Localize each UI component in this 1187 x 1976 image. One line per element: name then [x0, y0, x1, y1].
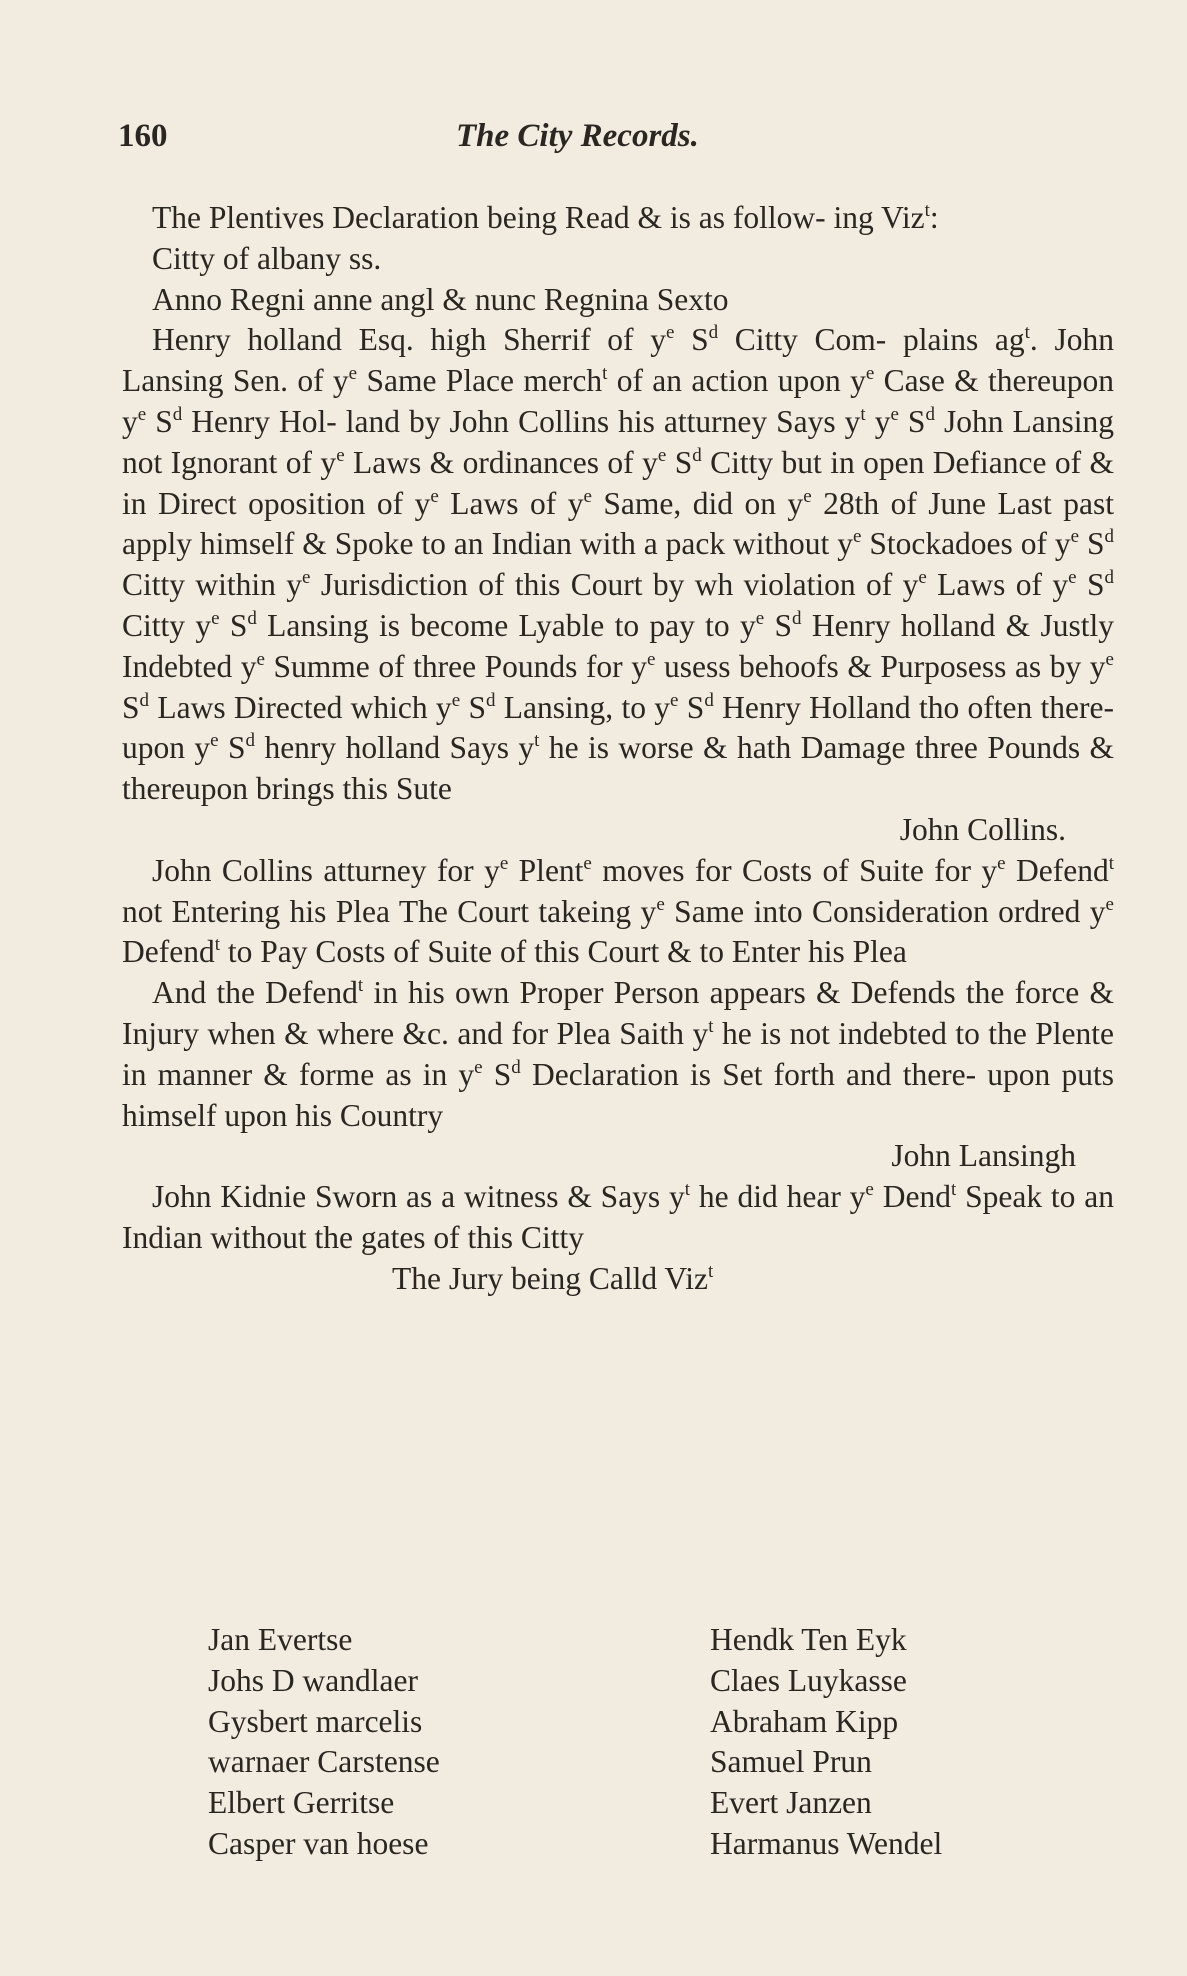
juror-name: warnaer Carstense [208, 1744, 440, 1780]
juror-name: Jan Evertse [208, 1622, 353, 1657]
juror-name: Elbert Gerritse [208, 1785, 395, 1821]
signature-john-collins: John Collins. [899, 811, 1066, 847]
page-number: 160 [118, 118, 168, 154]
juror-name: Abraham Kipp [710, 1703, 899, 1739]
juror-name: Gysbert marcelis [208, 1703, 423, 1739]
body-text [122, 198, 1114, 1300]
juror-name: Johs D wandlaer [208, 1662, 418, 1698]
regnal-year-line: Anno Regni anne angl & nunc Regnina Sexto [152, 281, 729, 317]
juror-name: Hendk Ten Eyk [710, 1622, 907, 1657]
declaration-intro: The Plentives Declaration being Read & is as follow- ing Viz$^t$: [152, 200, 939, 235]
juror-name: Samuel Prun [710, 1744, 872, 1780]
jury-column-right [710, 1620, 1130, 1865]
jury-heading: The Jury being Calld Viz$^t$ [392, 1260, 714, 1296]
jury-column-left [208, 1620, 628, 1865]
signature-john-lansingh: John Lansingh [891, 1138, 1076, 1174]
juror-name: Casper van hoese [208, 1825, 429, 1861]
plea-paragraph: And the Defend$^t$ in his own Proper Person appears & Defends the force & Injury when & where &c. and for Plea Saith $y^t$ he is not indebted to the Plente in manner & forme as in $y^e$ $S^d$ Declaration is Set forth and there- upon puts himself upon his Country [122, 975, 1115, 1133]
declaration-paragraph: Henry holland Esq. high Sherrif of $y^e$ $S^d$ Citty Com- plains $ag^t$. John Lansing Sen. of $y^e$ Same Place merch$^t$ of an action upon $y^e$ Case & thereupon $y^e$ $S^d$ Henry Hol- land by John Collins his atturney Says $y^t$ $y^e$ $S^d$ John Lansing not Ignorant of $y^e$ Laws & ordinances of $y^e$ $S^d$ Citty but in open Defiance of & in Direct oposition of $y^e$ Laws of $y^e$ Same, did on $y^e$ 28th of June Last past apply himself & Spoke to an Indian with a pack without $y^e$ Stockadoes of $y^e$ $S^d$ Citty within $y^e$ Jurisdiction of this Court by wh violation of $y^e$ Laws of $y^e$ $S^d$ Citty $y^e$ $S^d$ Lansing is become Lyable to pay to $y^e$ $S^d$ Henry holland & Justly Indebted $y^e$ Summe of three Pounds for $y^e$ usess behoofs & Purposess as by $y^e$ $S^d$ Laws Directed which $y^e$ $S^d$ Lansing, to $y^e$ $S^d$ Henry Holland tho often there- upon $y^e$ $S^d$ henry holland Says $y^t$ he is worse & hath Damage three Pounds & thereupon brings this Sute [122, 322, 1115, 807]
juror-name: Evert Janzen [710, 1785, 872, 1821]
running-title: The City Records. [456, 118, 699, 154]
venue-line: Citty of albany ss. [152, 240, 382, 276]
page-header [118, 118, 1078, 168]
juror-name: Claes Luykasse [710, 1662, 907, 1698]
juror-name: Harmanus Wendel [710, 1825, 943, 1861]
costs-paragraph: John Collins atturney for $y^e$ Plent$^e$ moves for Costs of Suite for $y^e$ Defend$^t$ not Entering his Plea The Court takeing $y^e$ Same into Consideration ordred $y^e$ Defend$^t$ to Pay Costs of Suite of this Court & to Enter his Plea [122, 852, 1114, 970]
witness-paragraph: John Kidnie Sworn as a witness & Says $y^t$ he did hear $y^e$ Dend$^t$ Speak to an Indian without the gates of this Citty [122, 1179, 1115, 1255]
